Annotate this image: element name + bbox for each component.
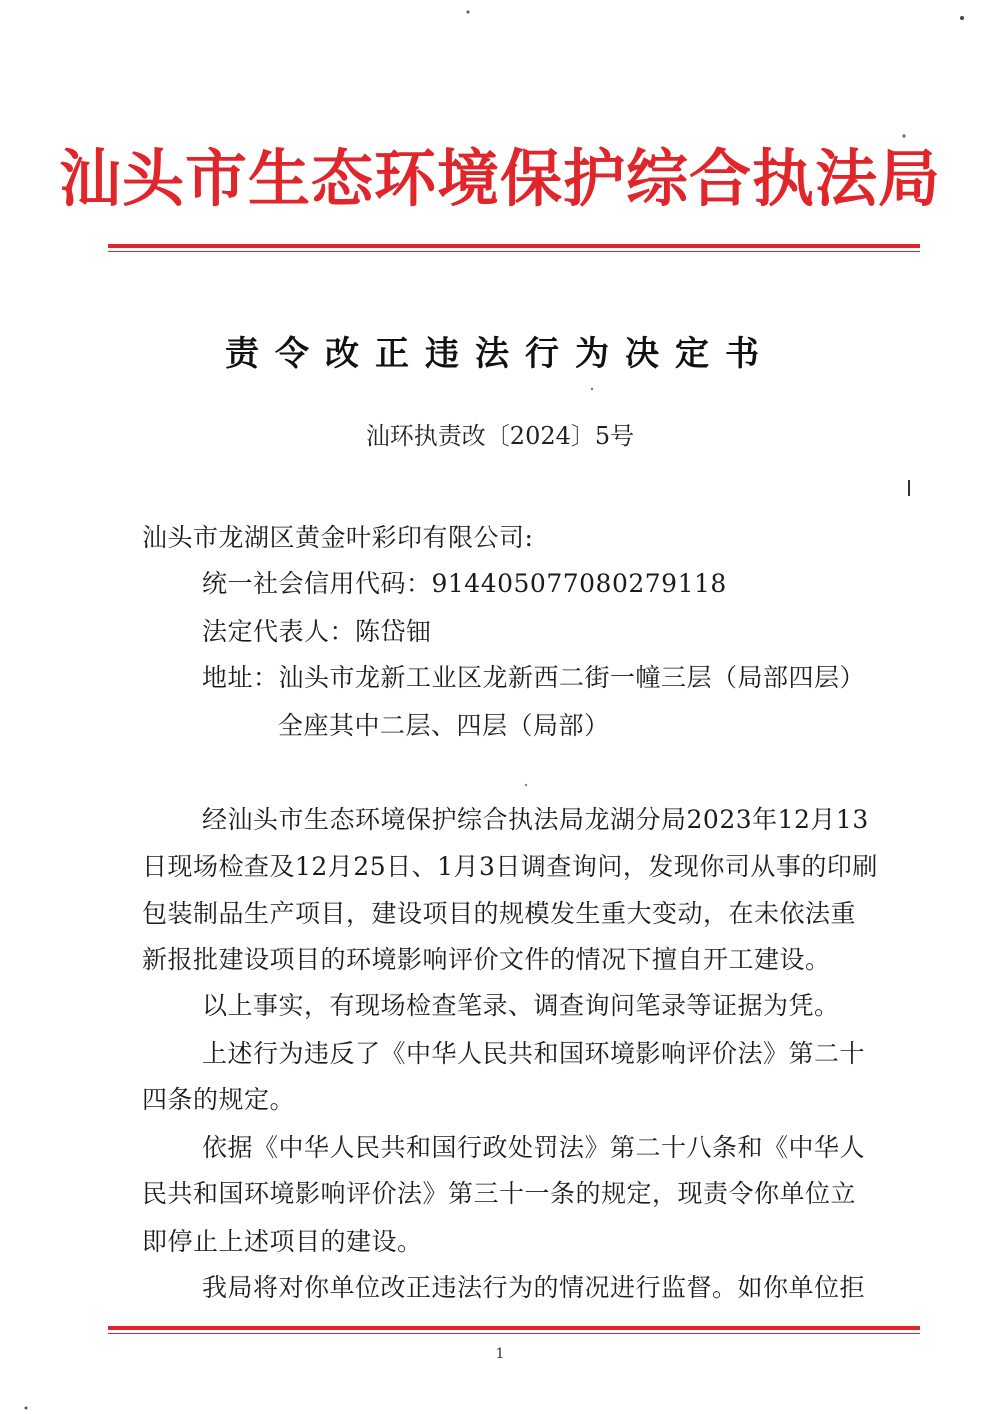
paragraph-4-line-2: 民共和国环境影响评价法》第三十一条的规定，现责令你单位立 — [142, 1179, 857, 1208]
paragraph-1-line-2: 日现场检查及12月25日、1月3日调查询问，发现你司从事的印刷 — [142, 852, 878, 881]
footer-divider-thick — [108, 1326, 920, 1330]
recipient-credit-code: 统一社会信用代码：91440507708027911​8 — [202, 569, 727, 598]
header-divider-thin — [108, 251, 920, 252]
paragraph-2-line-1: 以上事实，有现场检查笔录、调查询问笔录等证据为凭。 — [202, 991, 840, 1020]
recipient-address-line2: 全座其中二层、四层（局部） — [278, 711, 610, 740]
recipient-address-line1: 地址：汕头市龙新工业区龙新西二街一幢三层（局部四层） — [202, 663, 866, 692]
paragraph-1-line-3: 包装制品生产项目，建设项目的规模发生重大变动，在未依法重 — [142, 899, 857, 928]
paragraph-1-line-4: 新报批建设项目的环境影响评价文件的情况下擅自开工建设。 — [142, 945, 831, 974]
recipient-legal-rep: 法定代表人：陈岱钿 — [202, 617, 432, 646]
page-number: 1 — [495, 1346, 505, 1362]
paragraph-3-line-2: 四条的规定。 — [142, 1085, 296, 1114]
document-number: 汕环执责改〔2024〕5号 — [365, 422, 635, 450]
paragraph-4-line-3: 即停止上述项目的建设。 — [142, 1227, 423, 1256]
recipient-name: 汕头市龙湖区黄金叶彩印有限公司: — [142, 523, 534, 552]
document-title: 责令改正违法行为决定书 — [225, 334, 775, 374]
header-divider-thick — [108, 244, 920, 248]
paragraph-4-line-1: 依据《中华人民共和国行政处罚法》第二十八条和《中华人 — [202, 1133, 866, 1162]
paragraph-3-line-1: 上述行为违反了《中华人民共和国环境影响评价法》第二十 — [202, 1039, 866, 1068]
paragraph-5-line-1: 我局将对你单位改正违法行为的情况进行监督。如你单位拒 — [202, 1273, 866, 1302]
agency-letterhead: 汕头市生态环境保护综合执法局 — [58, 142, 941, 215]
paragraph-1-line-1: 经汕头市生态环境保护综合执法局龙湖分局2023年12月13 — [202, 805, 869, 834]
footer-divider-thin — [108, 1333, 920, 1334]
